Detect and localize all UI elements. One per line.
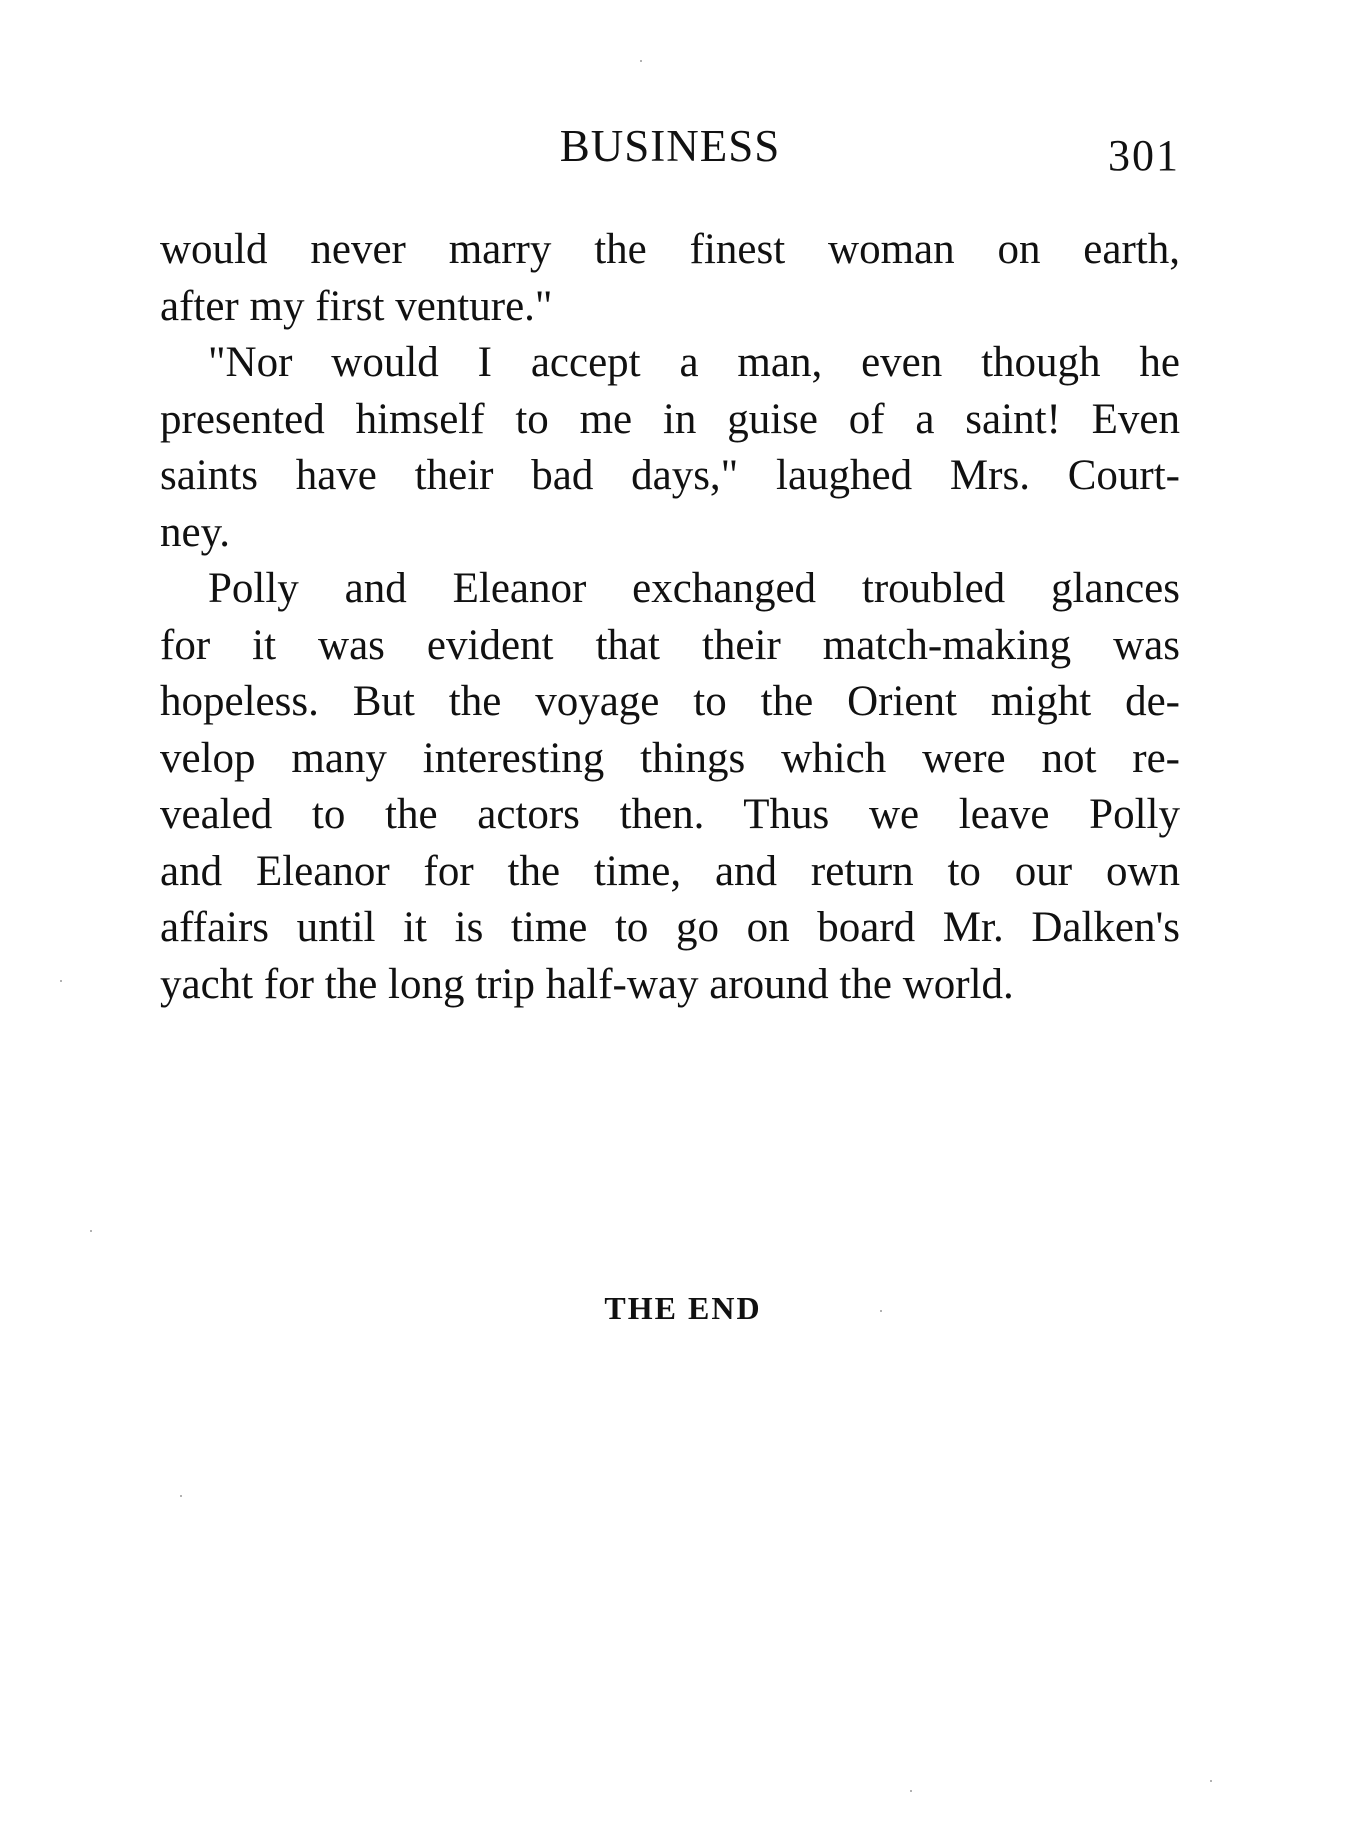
body-text: [160, 222, 1180, 1013]
paragraph-polly-eleanor: [160, 561, 1180, 1013]
text-line: and Eleanor for the time, and return to our own: [160, 847, 1180, 895]
scan-speck: [910, 1790, 912, 1792]
page-number: 301: [1108, 131, 1180, 180]
text-line: vealed to the actors then. Thus we leave Polly: [160, 791, 1180, 838]
text-line: hopeless. But the voyage to the Orient might de-: [160, 678, 1180, 725]
text-line: for it was evident that their match-making was: [160, 621, 1180, 669]
text-line: affairs until it is time to go on board Mr. Dalken's: [160, 904, 1180, 951]
text-line: "Nor would I accept a man, even though he: [208, 339, 1180, 386]
text-line: presented himself to me in guise of a saint! Even: [160, 395, 1180, 443]
text-line: saints have their bad days," laughed Mrs. Court-: [160, 452, 1180, 499]
scan-speck: [180, 1495, 182, 1497]
running-title: BUSINESS: [559, 121, 781, 171]
scan-speck: [60, 980, 62, 982]
scan-speck: [1210, 1780, 1212, 1782]
the-end-label: THE END: [604, 1290, 762, 1326]
paragraph-continued: [160, 222, 1180, 335]
running-head: [160, 120, 1180, 180]
text-line: would never marry the finest woman on earth,: [160, 226, 1180, 273]
paragraph-mrs-courtney: [160, 335, 1180, 561]
scan-speck: [880, 1310, 882, 1312]
scan-speck: [90, 1230, 92, 1232]
text-line: velop many interesting things which were not re-: [160, 734, 1180, 782]
text-line: ney.: [160, 508, 231, 556]
text-line: Polly and Eleanor exchanged troubled glances: [208, 565, 1180, 612]
text-line: after my first venture.": [160, 282, 553, 330]
text-line: yacht for the long trip half-way around the world.: [160, 960, 1014, 1008]
scan-speck: [640, 60, 642, 62]
